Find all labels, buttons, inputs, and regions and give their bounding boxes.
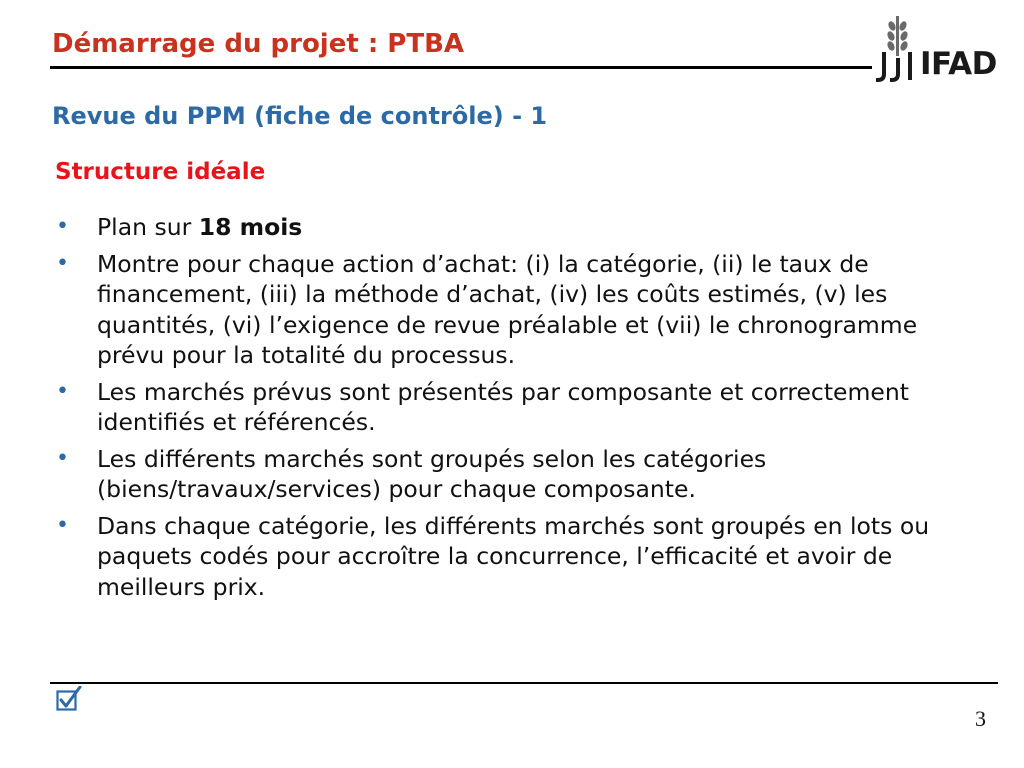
bullet-icon: • [56,214,69,239]
bullet-text: Dans chaque catégorie, les différents marchés sont groupés en lots ou paquets codés pour accroître la concurrence, l’efficacité et avoir de meilleurs prix. [97,511,930,601]
bullet-list [55,212,985,608]
bullet-emphasis: 18 mois [198,213,303,241]
footer-divider [50,682,998,684]
bullet-icon: • [56,378,69,404]
title-underline [50,66,872,69]
bullet-icon: • [56,512,69,538]
slide-title: Démarrage du projet : PTBA [52,29,465,59]
bullet-text: Plan sur [97,213,199,241]
bullet-text: Montre pour chaque action d’achat: (i) la catégorie, (ii) le taux de financement, (iii) la méthode d’achat, (iv) les coûts estimés, (v) les quantités, (vi) l’exigence de revue préalable et (vii) le chronogramme prévu pour la totalité du processus. [97,249,918,369]
bullet-item [55,444,985,505]
bullet-item [55,511,985,603]
section-heading: Structure idéale [55,159,266,185]
logo-wordmark: IFAD [920,46,997,82]
bullet-text: Les marchés prévus sont présentés par composante et correctement identifiés et référencés. [97,377,909,436]
bullet-text: Les différents marchés sont groupés selon les catégories (biens/travaux/services) pour chaque composante. [97,444,767,503]
bullet-item [55,212,985,243]
bullet-item [55,249,985,371]
checked-box-icon[interactable] [56,686,82,712]
bullet-icon: • [56,250,69,276]
bullet-icon: • [56,445,69,471]
slide-subtitle: Revue du PPM (fiche de contrôle) - 1 [52,102,548,130]
page-number: 3 [975,706,986,731]
ifad-logo [876,16,1002,86]
bullet-item [55,377,985,438]
